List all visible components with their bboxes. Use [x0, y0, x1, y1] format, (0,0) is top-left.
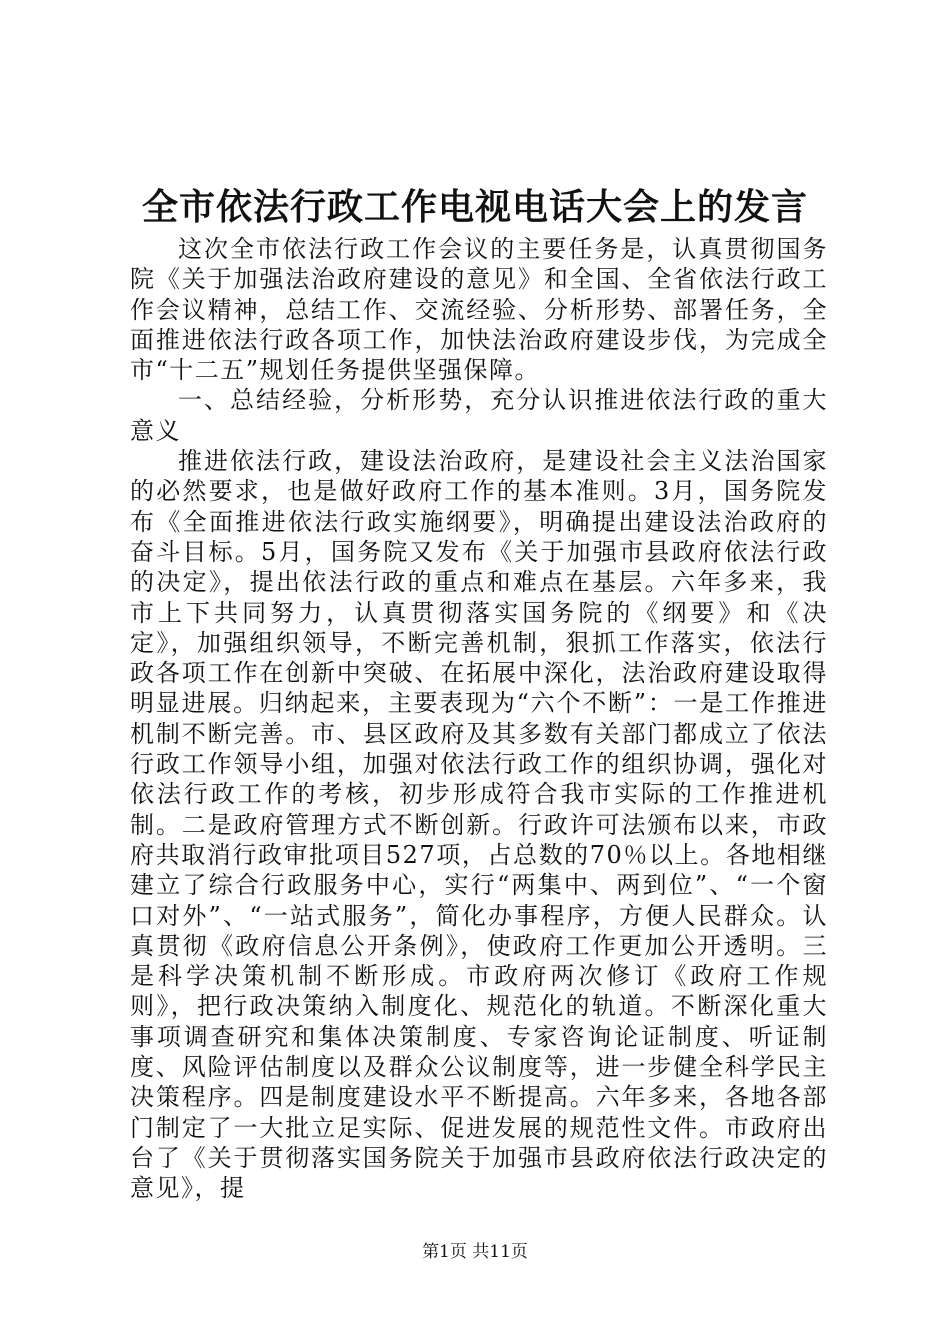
- page-footer: 第1页 共11页: [422, 1242, 528, 1262]
- paragraph-main: 推进依法行政，建设法治政府，是建设社会主义法治国家的必然要求，也是做好政府工作的基本准则。3月，国务院发布《全面推进依法行政实施纲要》，明确提出建设法治政府的奋斗目标。5月，国务院又发布《关于加强市县政府依法行政的决定》，提出依法行政的重点和难点在基层。六年多来，我市上下共同努力，认真贯彻落实国务院的《纲要》和《决定》，加强组织领导，不断完善机制，狠抓工作落实，依法行政各项工作在创新中突破、在拓展中深化，法治政府建设取得明显进展。归纳起来，主要表现为“六个不断”：一是工作推进机制不断完善。市、县区政府及其多数有关部门都成立了依法行政工作领导小组，加强对依法行政工作的组织协调，强化对依法行政工作的考核，初步形成符合我市实际的工作推进机制。二是政府管理方式不断创新。行政许可法颁布以来，市政府共取消行政审批项目527项，占总数的70％以上。各地相继建立了综合行政服务中心，实行“两集中、两到位”、“一个窗口对外”、“一站式服务”，简化办事程序，方便人民群众。认真贯彻《政府信息公开条例》，使政府工作更加公开透明。三是科学决策机制不断形成。市政府两次修订《政府工作规则》，把行政决策纳入制度化、规范化的轨道。不断深化重大事项调查研究和集体决策制度、专家咨询论证制度、听证制度、风险评估制度以及群众公议制度等，进一步健全科学民主决策程序。四是制度建设水平不断提高。六年多来，各地各部门制定了一大批立足实际、促进发展的规范性文件。市政府出台了《关于贯彻落实国务院关于加强市县政府依法行政决定的意见》，提: [130, 447, 828, 1203]
- paragraph-intro: 这次全市依法行政工作会议的主要任务是，认真贯彻国务院《关于加强法治政府建设的意见》和全国、全省依法行政工作会议精神，总结工作、交流经验、分析形势、部署任务，全面推进依法行政各项工作，加快法治政府建设步伐，为完成全市“十二五”规划任务提供坚强保障。: [130, 235, 828, 385]
- document-title: 全市依法行政工作电视电话大会上的发言: [141, 186, 808, 228]
- document-body: [130, 234, 828, 1204]
- paragraph-section-heading: 一、总结经验，分析形势，充分认识推进依法行政的重大意义: [130, 386, 828, 445]
